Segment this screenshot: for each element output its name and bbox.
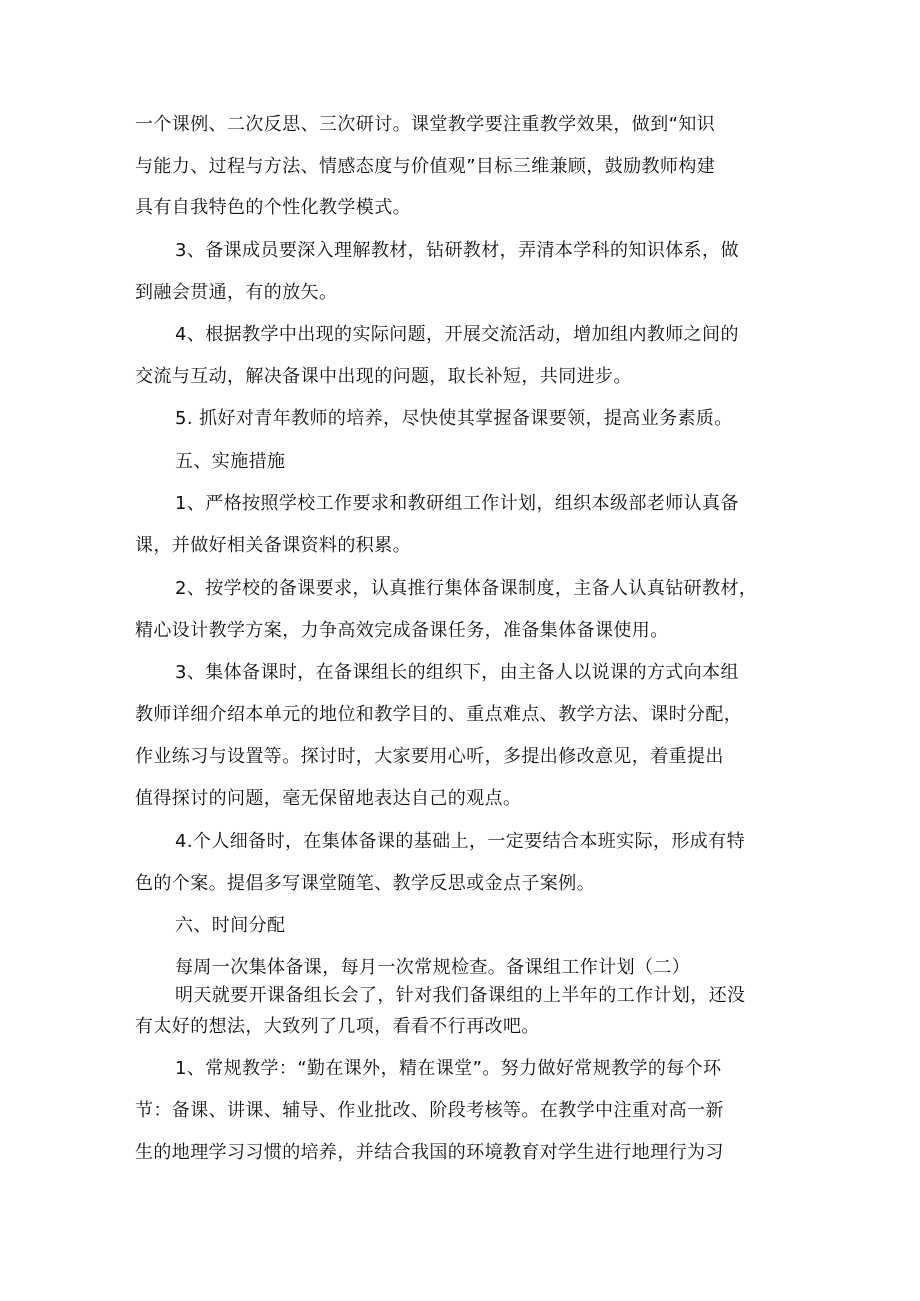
text-line-14: 3、集体备课时，在备课组长的组织下，由主备人以说课的方式向本组 xyxy=(175,662,739,683)
text-line-18: 4.个人细备时，在集体备课的基础上，一定要结合本班实际，形成有特 xyxy=(175,831,745,852)
section-heading-5: 五、实施措施 xyxy=(175,451,286,472)
text-line-5: 到融会贯通，有的放矢。 xyxy=(135,282,338,303)
text-line-17: 值得探讨的问题，毫无保留地表达自己的观点。 xyxy=(135,788,522,809)
text-line-26: 生的地理学习习惯的培养，并结合我国的环境教育对学生进行地理行为习 xyxy=(135,1142,724,1163)
text-line-12: 2、按学校的备课要求，认真推行集体备课制度，主备人认真钻研教材， xyxy=(175,578,758,599)
text-line-16: 作业练习与设置等。探讨时，大家要用心听，多提出修改意见，着重提出 xyxy=(135,746,724,767)
text-line-21: 每周一次集体备课，每月一次常规检查。备课组工作计划（二） xyxy=(175,957,691,978)
text-line-13: 精心设计教学方案，力争高效完成备课任务，准备集体备课使用。 xyxy=(135,620,669,641)
text-line-8: 5. 抓好对青年教师的培养，尽快使其掌握备课要领，提高业务素质。 xyxy=(175,408,733,429)
text-line-24: 1、常规教学：“勤在课外，精在课堂”。努力做好常规教学的每个环 xyxy=(175,1058,722,1079)
text-line-19: 色的个案。提倡多写课堂随笔、教学反思或金点子案例。 xyxy=(135,873,595,894)
text-line-25: 节：备课、讲课、辅导、作业批改、阶段考核等。在教学中注重对高一新 xyxy=(135,1100,724,1121)
text-line-10: 1、严格按照学校工作要求和教研组工作计划，组织本级部老师认真备 xyxy=(175,493,739,514)
text-line-2: 与能力、过程与方法、情感态度与价值观”目标三维兼顾，鼓励教师构建 xyxy=(135,156,716,177)
text-line-23: 有太好的想法，大致列了几项，看看不行再改吧。 xyxy=(135,1016,540,1037)
text-line-22: 明天就要开课备组长会了，针对我们备课组的上半年的工作计划，还没 xyxy=(175,985,746,1006)
text-line-11: 课，并做好相关备课资料的积累。 xyxy=(135,535,411,556)
section-heading-6: 六、时间分配 xyxy=(175,915,286,936)
text-line-4: 3、备课成员要深入理解教材，钻研教材，弄清本学科的知识体系，做 xyxy=(175,240,739,261)
text-line-15: 教师详细介绍本单元的地位和教学目的、重点难点、教学方法、课时分配， xyxy=(135,704,743,725)
text-line-7: 交流与互动，解决备课中出现的问题，取长补短，共同进步。 xyxy=(135,366,632,387)
text-line-1: 一个课例、二次反思、三次研讨。课堂教学要注重教学效果，做到“知识 xyxy=(135,114,716,135)
text-line-3: 具有自我特色的个性化教学模式。 xyxy=(135,197,411,218)
text-line-6: 4、根据教学中出现的实际问题，开展交流活动，增加组内教师之间的 xyxy=(175,324,739,345)
